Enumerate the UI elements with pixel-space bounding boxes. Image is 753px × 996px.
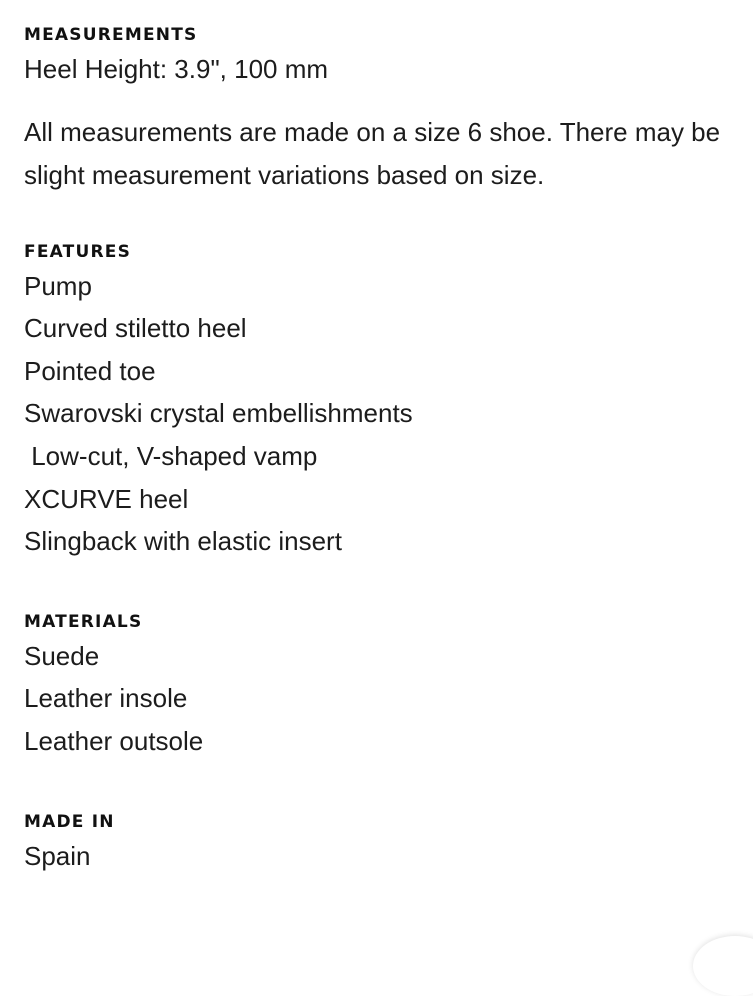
feature-item: Pointed toe — [24, 355, 156, 386]
features-heading: FEATURES — [24, 241, 132, 262]
features-section — [24, 239, 734, 563]
feature-item: Pump — [24, 270, 92, 301]
feature-item: Curved stiletto heel — [24, 313, 247, 344]
made-in-section — [24, 809, 734, 878]
measurements-section — [24, 22, 734, 197]
floating-button-edge[interactable] — [693, 936, 753, 996]
feature-item: Slingback with elastic insert — [24, 526, 342, 557]
measurements-heading: MEASUREMENTS — [24, 25, 198, 45]
materials-section — [24, 609, 734, 763]
made-in-heading: MADE IN — [24, 811, 115, 832]
material-item: Suede — [24, 640, 100, 671]
material-item: Leather insole — [24, 683, 188, 714]
feature-item: Low-cut, V-shaped vamp — [24, 440, 318, 471]
feature-item: Swarovski crystal embellishments — [24, 398, 413, 429]
material-item: Leather outsole — [24, 725, 204, 756]
product-details — [24, 22, 734, 877]
materials-heading: MATERIALS — [24, 611, 143, 632]
made-in-value: Spain — [24, 840, 91, 871]
heel-height: Heel Height: 3.9", 100 mm — [24, 54, 329, 84]
measurements-note: All measurements are made on a size 6 shoe. There may be slight measurement variations based on size. — [24, 116, 721, 190]
feature-item: XCURVE heel — [24, 483, 189, 514]
